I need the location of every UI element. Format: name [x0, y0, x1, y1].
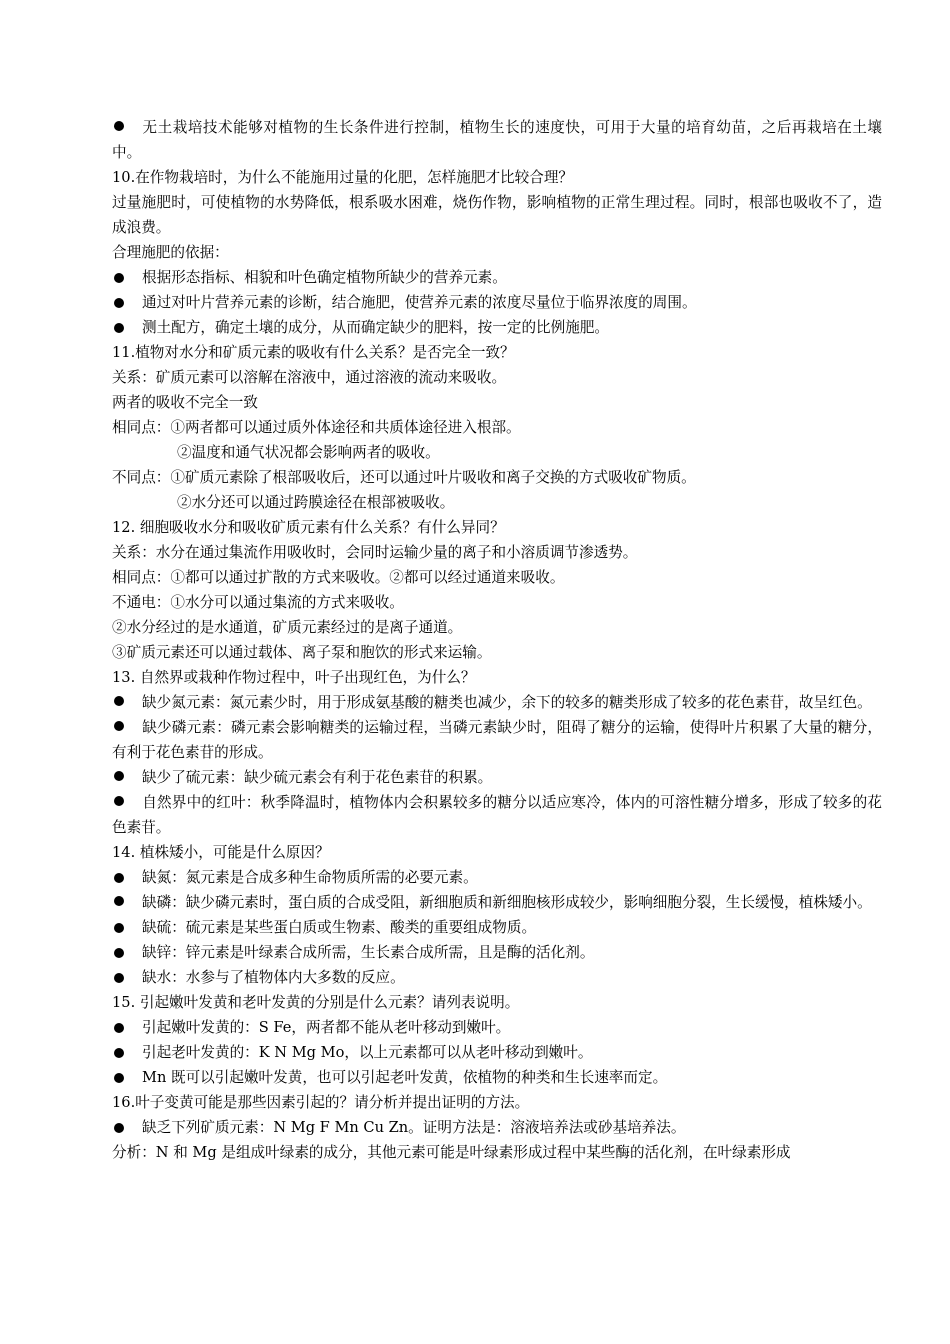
text-line: 相同点：①两者都可以通过质外体途径和共质体途径进入根部。 — [112, 419, 521, 436]
bullet-dot-icon — [114, 1123, 124, 1133]
bullet-text: 自然界中的红叶：秋季降温时，植物体内会积累较多的糖分以适应寒冷，体内的可溶性糖分增多，形成了较多的花色素苷。 — [112, 794, 882, 836]
question-heading: 15. 引起嫩叶发黄和老叶发黄的分别是什么元素？请列表说明。 — [112, 994, 520, 1011]
bullet-item — [112, 290, 882, 315]
bullet-text: 通过对叶片营养元素的诊断，结合施肥，使营养元素的浓度尽量位于临界浓度的周围。 — [142, 294, 697, 311]
bullet-text: 缺氮：氮元素是合成多种生命物质所需的必要元素。 — [142, 869, 478, 886]
bullet-dot-icon — [114, 1023, 124, 1033]
bullet-text: 测土配方，确定土壤的成分，从而确定缺少的肥料，按一定的比例施肥。 — [142, 319, 610, 336]
bullet-dot-icon — [114, 298, 124, 308]
question-heading: 12. 细胞吸收水分和吸收矿质元素有什么关系？有什么异同？ — [112, 519, 505, 536]
bullet-item — [112, 965, 882, 990]
bullet-text: 缺乏下列矿质元素：N Mg F Mn Cu Zn。证明方法是：溶液培养法或砂基培养法。 — [142, 1119, 686, 1136]
bullet-item — [112, 265, 882, 290]
bullet-item — [112, 865, 882, 890]
bullet-text: 缺锌：锌元素是叶绿素合成所需，生长素合成所需，且是酶的活化剂。 — [142, 944, 595, 961]
text-line: 关系：水分在通过集流作用吸收时，会同时运输少量的离子和小溶质调节渗透势。 — [112, 544, 638, 561]
bullet-dot-icon — [114, 121, 124, 131]
bullet-dot-icon — [114, 948, 124, 958]
bullet-text: 缺磷：缺少磷元素时，蛋白质的合成受阻，新细胞质和新细胞核形成较少，影响细胞分裂，生长缓慢，植株矮小。 — [142, 894, 872, 911]
bullet-item — [112, 1115, 882, 1140]
bullet-dot-icon — [114, 796, 124, 806]
question-heading: 11.植物对水分和矿质元素的吸收有什么关系？是否完全一致？ — [112, 344, 515, 361]
bullet-text: Mn 既可以引起嫩叶发黄，也可以引起老叶发黄，依植物的种类和生长速率而定。 — [142, 1069, 668, 1086]
paragraph: 过量施肥时，可使植物的水势降低，根系吸水困难，烧伤作物，影响植物的正常生理过程。同时，根部也吸收不了，造成浪费。 — [112, 194, 882, 236]
bullet-item — [112, 765, 882, 790]
bullet-dot-icon — [114, 923, 124, 933]
bullet-dot-icon — [114, 873, 124, 883]
text-line: 合理施肥的依据： — [112, 244, 229, 261]
question-heading: 14. 植株矮小，可能是什么原因？ — [112, 844, 330, 861]
text-line: ②水分经过的是水通道，矿质元素经过的是离子通道。 — [112, 619, 463, 636]
bullet-item — [112, 1040, 882, 1065]
text-line: 不同点：①矿质元素除了根部吸收后，还可以通过叶片吸收和离子交换的方式吸收矿物质。 — [112, 469, 696, 486]
bullet-text: 缺少了硫元素：缺少硫元素会有利于花色素苷的积累。 — [142, 769, 493, 786]
bullet-text: 缺硫：硫元素是某些蛋白质或生物素、酸类的重要组成物质。 — [142, 919, 537, 936]
bullet-text: 缺水：水参与了植物体内大多数的反应。 — [142, 969, 405, 986]
indented-line: ②水分还可以通过跨膜途径在根部被吸收。 — [177, 494, 455, 511]
document-body — [112, 115, 882, 1165]
question-heading: 10.在作物栽培时，为什么不能施用过量的化肥，怎样施肥才比较合理？ — [112, 169, 574, 186]
bullet-dot-icon — [114, 721, 124, 731]
text-line: ③矿质元素还可以通过载体、离子泵和胞饮的形式来运输。 — [112, 644, 492, 661]
bullet-dot-icon — [114, 696, 124, 706]
bullet-item — [112, 315, 882, 340]
bullet-item — [112, 890, 882, 915]
bullet-text: 缺少氮元素：氮元素少时，用于形成氨基酸的糖类也减少，余下的较多的糖类形成了较多的花色素苷，故呈红色。 — [142, 694, 872, 711]
bullet-text: 根据形态指标、相貌和叶色确定植物所缺少的营养元素。 — [142, 269, 507, 286]
bullet-text: 引起老叶发黄的：K N Mg Mo，以上元素都可以从老叶移动到嫩叶。 — [142, 1044, 593, 1061]
bullet-dot-icon — [114, 973, 124, 983]
question-heading: 13. 自然界或栽种作物过程中，叶子出现红色，为什么？ — [112, 669, 476, 686]
indented-line: ②温度和通气状况都会影响两者的吸收。 — [177, 444, 440, 461]
bullet-dot-icon — [114, 896, 124, 906]
text-line: 不通电：①水分可以通过集流的方式来吸收。 — [112, 594, 404, 611]
bullet-text: 无土栽培技术能够对植物的生长条件进行控制，植物生长的速度快，可用于大量的培育幼苗，之后再栽培在土壤中。 — [112, 119, 882, 161]
bullet-dot-icon — [114, 1073, 124, 1083]
bullet-text: 引起嫩叶发黄的：S Fe，两者都不能从老叶移动到嫩叶。 — [142, 1019, 511, 1036]
bullet-item — [112, 940, 882, 965]
bullet-item — [112, 790, 882, 840]
bullet-dot-icon — [114, 771, 124, 781]
bullet-item — [112, 1065, 882, 1090]
text-line: 相同点：①都可以通过扩散的方式来吸收。②都可以经过通道来吸收。 — [112, 569, 565, 586]
text-line: 两者的吸收不完全一致 — [112, 394, 258, 411]
text-line: 关系：矿质元素可以溶解在溶液中，通过溶液的流动来吸收。 — [112, 369, 507, 386]
bullet-item — [112, 690, 882, 715]
bullet-item — [112, 715, 882, 765]
text-line: 分析：N 和 Mg 是组成叶绿素的成分，其他元素可能是叶绿素形成过程中某些酶的活化剂，在叶绿素形成 — [112, 1144, 791, 1161]
bullet-dot-icon — [114, 273, 124, 283]
bullet-item — [112, 915, 882, 940]
bullet-item — [112, 1015, 882, 1040]
bullet-dot-icon — [114, 323, 124, 333]
bullet-item — [112, 115, 882, 165]
question-heading: 16.叶子变黄可能是那些因素引起的？请分析并提出证明的方法。 — [112, 1094, 530, 1111]
bullet-dot-icon — [114, 1048, 124, 1058]
bullet-text: 缺少磷元素：磷元素会影响糖类的运输过程，当磷元素缺少时，阻碍了糖分的运输，使得叶片积累了大量的糖分，有利于花色素苷的形成。 — [112, 719, 882, 761]
